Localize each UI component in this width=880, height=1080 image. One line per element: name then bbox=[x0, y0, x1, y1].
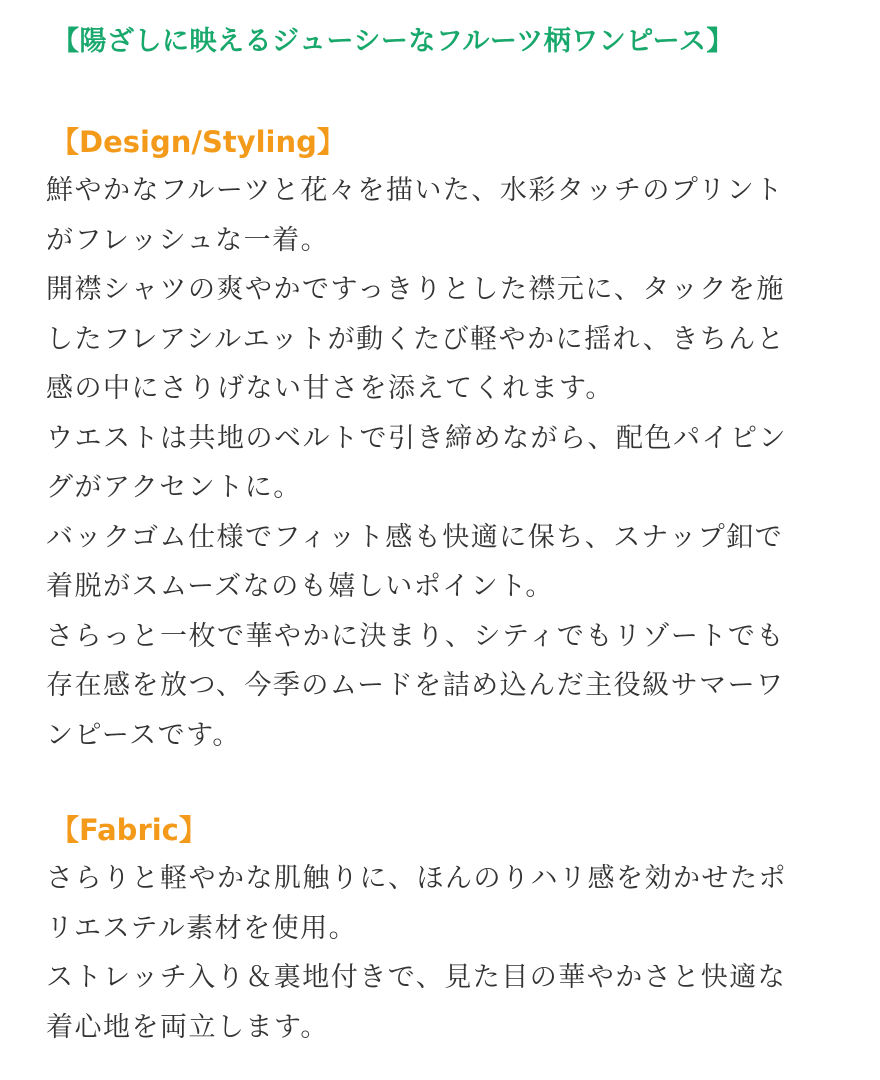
text-line: 感の中にさりげない甘さを添えてくれます。 bbox=[46, 373, 614, 404]
design-styling-text bbox=[46, 166, 826, 760]
text-line: ウエストは共地のベルトで引き締めながら、配色パイピン bbox=[46, 422, 787, 454]
design-styling-heading: 【Design/Styling】 bbox=[50, 125, 346, 159]
text-line: バックゴム仕様でフィット感も快適に保ち、スナップ釦で bbox=[46, 521, 784, 553]
text-line: したフレアシルエットが動くたび軽やかに揺れ、きちんと bbox=[46, 323, 786, 355]
text-line: 開襟シャツの爽やかですっきりとした襟元に、タックを施 bbox=[46, 274, 785, 305]
text-line: 着心地を両立します。 bbox=[46, 1011, 329, 1043]
text-line: 着脱がスムーズなのも嬉しいポイント。 bbox=[46, 571, 554, 602]
fabric-text bbox=[46, 854, 826, 1052]
text-line: リエステル素材を使用。 bbox=[46, 912, 358, 944]
text-line: ストレッチ入り＆裏地付きで、見た目の華やかさと快適な bbox=[46, 962, 787, 993]
product-description bbox=[46, 18, 826, 1052]
text-line: がフレッシュな一着。 bbox=[46, 224, 330, 256]
text-line: さらりと軽やかな肌触りに、ほんのりハリ感を効かせたポ bbox=[46, 863, 787, 894]
text-line: ンピースです。 bbox=[46, 719, 241, 751]
product-title: 【陽ざしに映えるジューシーなフルーツ柄ワンピース】 bbox=[52, 26, 734, 57]
text-line: 鮮やかなフルーツと花々を描いた、水彩タッチのプリント bbox=[46, 175, 784, 206]
text-line: グがアクセントに。 bbox=[46, 472, 302, 503]
text-line: 存在感を放つ、今季のムードを詰め込んだ主役級サマーワ bbox=[46, 670, 785, 701]
text-line: さらっと一枚で華やかに決まり、シティでもリゾートでも bbox=[46, 620, 785, 652]
fabric-heading: 【Fabric】 bbox=[50, 813, 208, 847]
